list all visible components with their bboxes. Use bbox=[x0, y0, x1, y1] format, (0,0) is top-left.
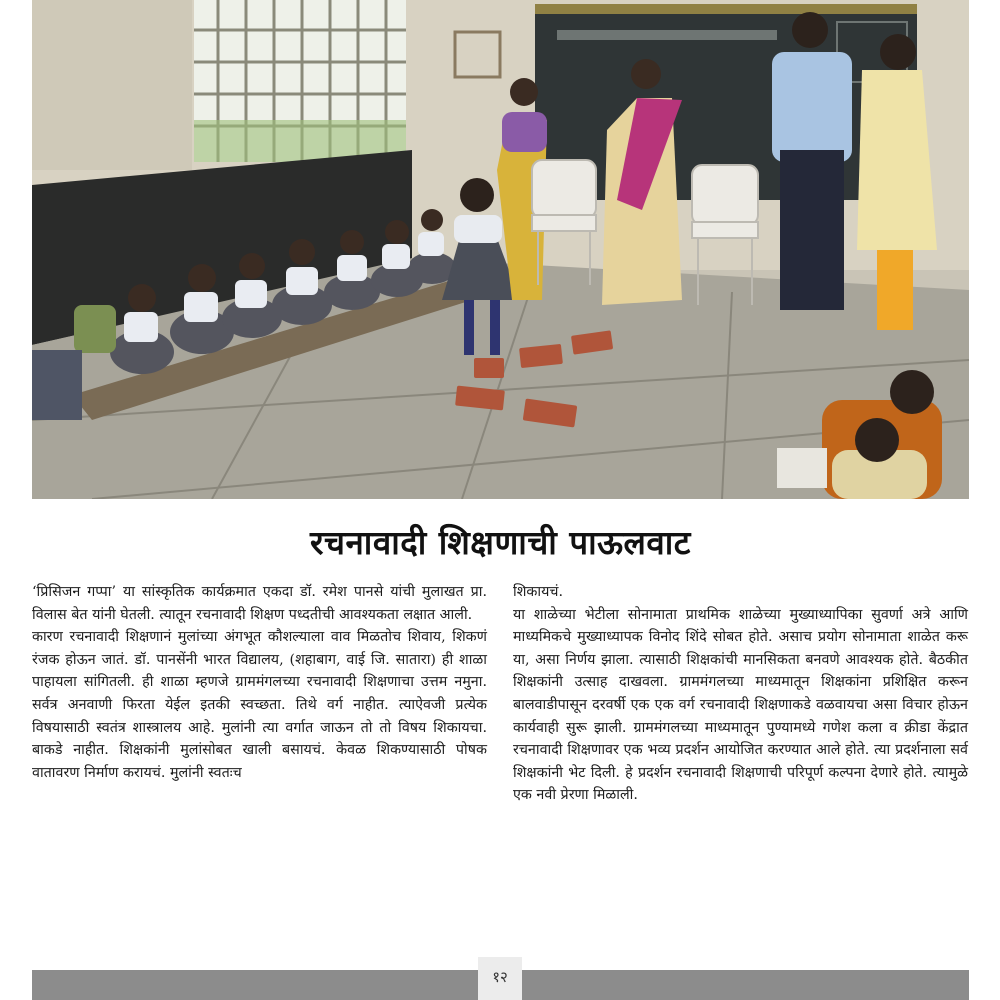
article-paragraph: शिकायचं. bbox=[513, 584, 564, 600]
article-paragraph: ‘प्रिसिजन गप्पा’ या सांस्कृतिक कार्यक्रमात एकदा डॉ. रमेश पानसे यांची मुलाखत प्रा. विलास बेत यांनी घेतली. त्यातून रचनावादी शिक्षण पध्दतीची आवश्यकता लक्षात आली. bbox=[32, 584, 487, 623]
article-paragraph: या शाळेच्या भेटीला सोनामाता प्राथमिक शाळेच्या मुख्याध्यापिका सुवर्णा अत्रे आणि माध्यमिकचे मुख्याध्यापक विनोद शिंदे सोबत होते. असाच प्रयोग सोनामाता शाळेत करू या, असा निर्णय झाला. त्यासाठी शिक्षकांची मानसिकता बनवणे आवश्यक होते. बैठकीत शिक्षकांनी उत्साह दाखवला. ग्राममंगलच्या माध्यमातून शिक्षकांना प्रशिक्षित करून बालवाडीपासून दरवर्षी एक एक वर्ग रचनावादी शिक्षणाकडे वळवायचा असा विचार होऊन कार्यवाही सुरू झाली. ग्राममंगलच्या माध्यमातून पुण्यामध्ये गणेश कला व क्रीडा केंद्रात रचनावादी शिक्षणावर एक भव्य प्रदर्शन आयोजित करण्यात आले होते. त्या प्रदर्शनाला सर्व शिक्षकांनी भेट दिली. हे प्रदर्शन रचनावादी शिक्षणाची परिपूर्ण कल्पना देणारे होते. त्यामुळे एक नवी प्रेरणा मिळाली. bbox=[513, 606, 968, 804]
page-number: १२ bbox=[478, 957, 522, 1000]
article-paragraph: कारण रचनावादी शिक्षणानं मुलांच्या अंगभूत कौशल्याला वाव मिळतोच शिवाय, शिकणं रंजक होऊन जातं. डॉ. पानसेंनी भारत विद्यालय, (शहाबाग, वाई जि. सातारा) ही शाळा पाहायला सांगितली. ही शाळा म्हणजे ग्राममंगलच्या रचनावादी शिक्षणाचा उत्तम नमुना. सर्वत्र अनवाणी फिरता येईल इतकी स्वच्छता. तिथे वर्ग नाहीत. त्याऐवजी प्रत्येक विषयासाठी स्वतंत्र शास्त्रालय आहे. मुलांनी त्या वर्गात जाऊन तो तो विषय शिकायचा. बाकडे नाहीत. शिक्षकांनी मुलांसोबत खाली बसायचं. केवळ शिकण्यासाठी पोषक वातावरण निर्माण करायचं. मुलांनी स्वतःच bbox=[32, 629, 487, 781]
classroom-photo bbox=[32, 0, 969, 499]
article-left-column bbox=[32, 581, 487, 784]
article-right-column bbox=[513, 581, 968, 807]
article-title: रचनावादी शिक्षणाची पाऊलवाट bbox=[310, 523, 691, 562]
